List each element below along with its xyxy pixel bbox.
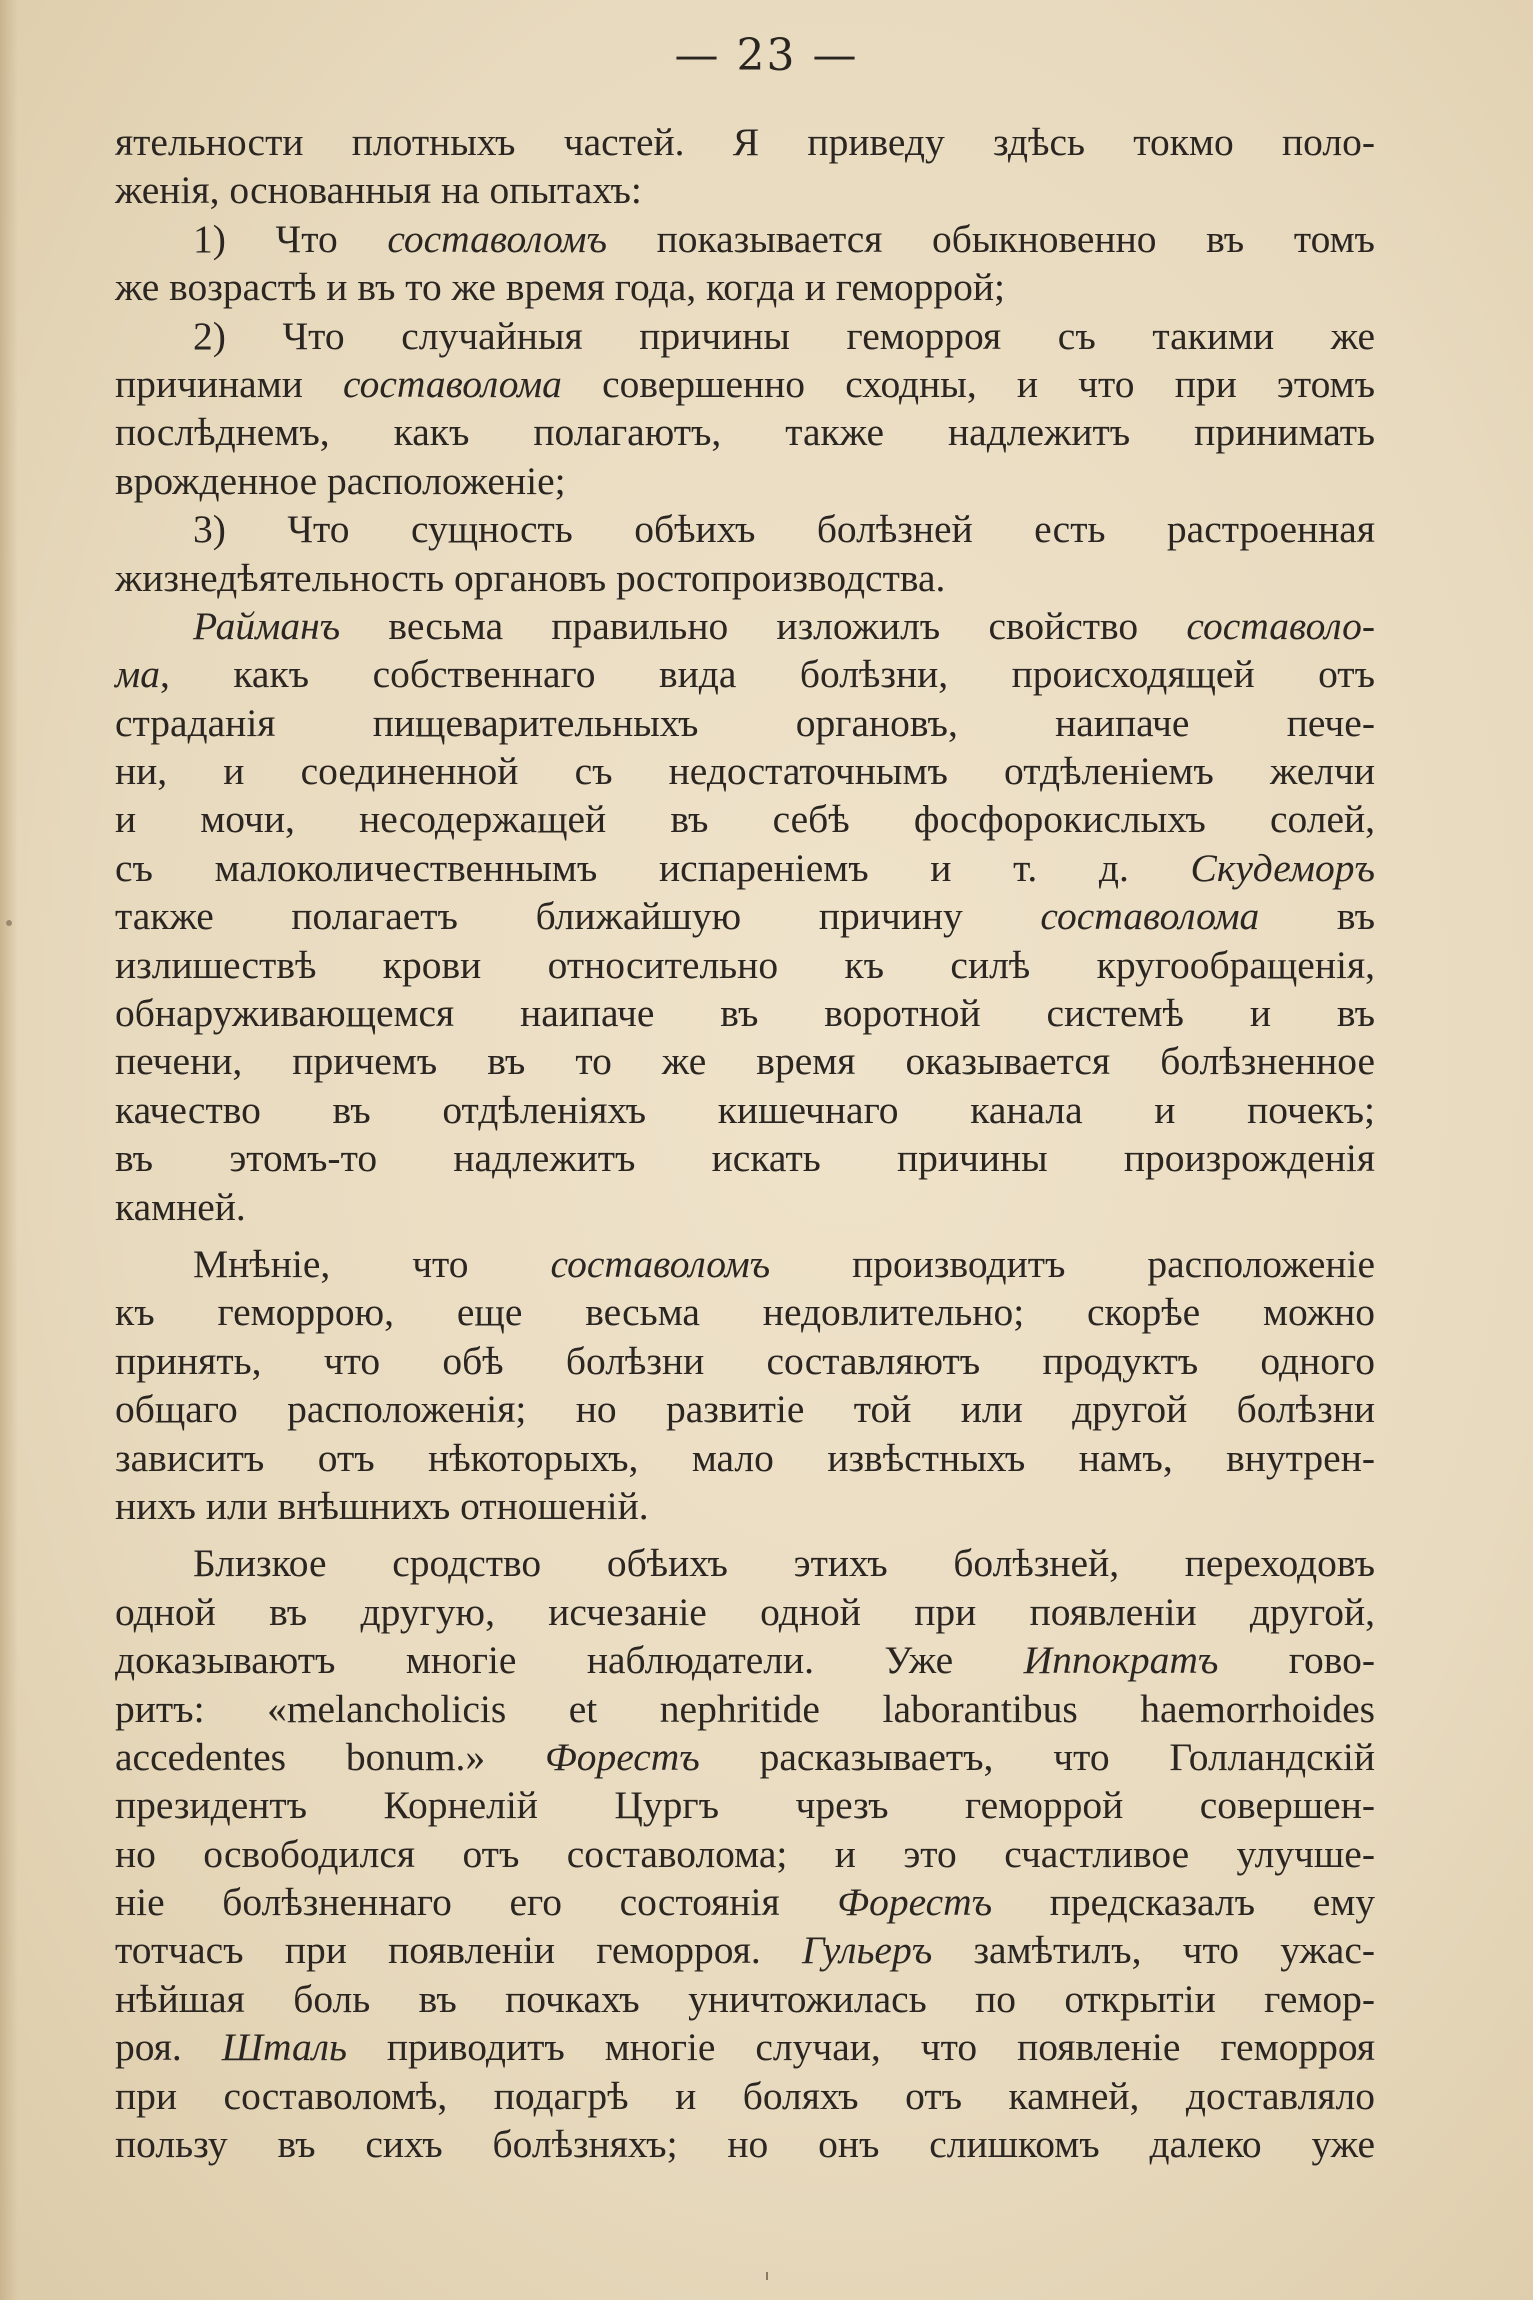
text-run: ятельности плотныхъ частей. Я приведу здѣсь токмо поло- bbox=[115, 120, 1375, 164]
body-text bbox=[115, 118, 1375, 2168]
text-run: излишествѣ крови относительно къ силѣ кругообращенія, bbox=[115, 942, 1375, 987]
text-line bbox=[115, 1482, 1375, 1530]
text-line bbox=[115, 1588, 1375, 1636]
text-run: ніе болѣзненнаго его состоянія bbox=[115, 1880, 838, 1925]
bottom-speck bbox=[766, 2272, 768, 2280]
text-run: камней. bbox=[115, 1184, 246, 1229]
text-run: зависитъ отъ нѣкоторыхъ, мало извѣстныхъ намъ, внутрен- bbox=[115, 1435, 1375, 1480]
text-run: Близкое сродство обѣихъ этихъ болѣзней, переходовъ bbox=[193, 1541, 1375, 1586]
text-run: причинами bbox=[115, 361, 344, 406]
italic-name: составолома bbox=[343, 361, 562, 406]
italic-name: Шталь bbox=[221, 2025, 347, 2070]
text-run: и мочи, несодержащей въ себѣ фосфорокислыхъ солей, bbox=[115, 797, 1375, 842]
text-line bbox=[115, 602, 1375, 650]
text-run: доказываютъ многіе наблюдатели. Уже bbox=[115, 1638, 1024, 1683]
text-run: пользу въ сихъ болѣзняхъ; но онъ слишкомъ далеко уже bbox=[115, 2122, 1375, 2167]
text-line bbox=[115, 1975, 1375, 2023]
italic-name: составоломъ bbox=[387, 216, 607, 261]
text-run: весьма правильно изложилъ свойство bbox=[340, 603, 1187, 648]
text-line bbox=[115, 554, 1375, 602]
text-run: обнаруживающемся наипаче въ воротной системѣ и въ bbox=[115, 991, 1375, 1036]
text-run: же возрастѣ и въ то же время года, когда и геморрой; bbox=[115, 265, 1006, 310]
text-run: Мнѣніе, что bbox=[193, 1241, 551, 1286]
text-line bbox=[115, 941, 1375, 989]
text-run: также полагаетъ ближайшую причину bbox=[115, 894, 1041, 939]
page-number: — 23 — bbox=[674, 30, 859, 81]
italic-name: Райманъ bbox=[193, 603, 341, 648]
text-line bbox=[115, 795, 1375, 843]
text-line bbox=[115, 505, 1375, 553]
italic-name: составоломъ bbox=[550, 1241, 771, 1286]
text-run: предсказалъ ему bbox=[992, 1880, 1375, 1925]
text-line bbox=[115, 408, 1375, 456]
text-line bbox=[115, 457, 1375, 505]
text-run: общаго расположенія; но развитіе той или другой болѣзни bbox=[115, 1387, 1375, 1432]
text-line bbox=[115, 215, 1375, 263]
text-run: расказываетъ, что Голландскій bbox=[699, 1734, 1375, 1779]
text-line bbox=[115, 166, 1375, 214]
text-run: съ малоколичественнымъ испареніемъ и т. д. bbox=[115, 845, 1191, 890]
text-run: ни, и соединенной съ недостаточнымъ отдѣленіемъ желчи bbox=[115, 749, 1375, 794]
text-run: 2) Что случайныя причины геморроя съ такими же bbox=[193, 313, 1375, 358]
italic-name: Гульеръ bbox=[801, 1928, 933, 1973]
text-run: ритъ: «melancholicis et nephritide laborantibus haemorrhoides bbox=[115, 1686, 1375, 1731]
text-line bbox=[115, 1337, 1375, 1385]
text-run: гово- bbox=[1218, 1638, 1375, 1683]
text-line bbox=[115, 1830, 1375, 1878]
text-line bbox=[115, 699, 1375, 747]
text-run: но освободился отъ составолома; и это счастливое улучше- bbox=[115, 1831, 1375, 1876]
text-run: accedentes bonum.» bbox=[115, 1734, 545, 1779]
italic-name: Скудеморъ bbox=[1190, 845, 1375, 890]
text-line bbox=[115, 747, 1375, 795]
italic-name: Иппократъ bbox=[1023, 1638, 1219, 1683]
text-run: печени, причемъ въ то же время оказывается болѣзненное bbox=[115, 1039, 1375, 1084]
page-edge-shadow bbox=[0, 0, 18, 2300]
text-run: приводитъ многіе случаи, что появленіе геморроя bbox=[346, 2025, 1375, 2070]
text-run: при составоломѣ, подагрѣ и боляхъ отъ камней, доставляло bbox=[115, 2073, 1375, 2118]
text-line bbox=[115, 2120, 1375, 2168]
text-run: нихъ или внѣшнихъ отношеній. bbox=[115, 1483, 649, 1528]
text-run: послѣднемъ, какъ полагаютъ, также надлежитъ принимать bbox=[115, 410, 1375, 455]
text-line bbox=[115, 1636, 1375, 1684]
text-line bbox=[115, 2023, 1375, 2071]
italic-name: Форестъ bbox=[837, 1880, 993, 1925]
text-line bbox=[115, 844, 1375, 892]
text-line bbox=[115, 1086, 1375, 1134]
text-line bbox=[115, 1781, 1375, 1829]
text-line bbox=[115, 360, 1375, 408]
italic-name: составоло- bbox=[1186, 603, 1375, 648]
text-line bbox=[115, 2072, 1375, 2120]
text-run: президентъ Корнелій Цургъ чрезъ геморрой совершен- bbox=[115, 1783, 1375, 1828]
text-run: нѣйшая боль въ почкахъ уничтожилась по открытіи гемор- bbox=[115, 1976, 1375, 2021]
text-run: роя. bbox=[115, 2025, 222, 2070]
text-run: производитъ расположеніе bbox=[770, 1241, 1375, 1286]
text-line bbox=[115, 1685, 1375, 1733]
text-line bbox=[115, 312, 1375, 360]
italic-name: составолома bbox=[1040, 894, 1260, 939]
text-run: принять, что обѣ болѣзни составляютъ продуктъ одного bbox=[115, 1338, 1375, 1383]
text-run: 1) Что bbox=[193, 216, 388, 261]
text-line bbox=[115, 263, 1375, 311]
text-run: жизнедѣятельность органовъ ростопроизводства. bbox=[115, 555, 946, 600]
text-run: тотчасъ при появленіи геморроя. bbox=[115, 1928, 802, 1973]
text-line bbox=[115, 989, 1375, 1037]
margin-speck bbox=[6, 920, 12, 926]
text-line bbox=[115, 1733, 1375, 1781]
text-run: врожденное расположеніе; bbox=[115, 458, 566, 503]
text-run: одной въ другую, исчезаніе одной при появленіи другой, bbox=[115, 1589, 1375, 1634]
text-run: замѣтилъ, что ужас- bbox=[932, 1928, 1376, 1973]
text-line bbox=[115, 1926, 1375, 1974]
text-line bbox=[115, 1288, 1375, 1336]
text-line bbox=[115, 1037, 1375, 1085]
text-line bbox=[115, 118, 1375, 166]
text-run: страданія пищеварительныхъ органовъ, наипаче пече- bbox=[115, 700, 1375, 745]
text-line bbox=[115, 1434, 1375, 1482]
text-run: женія, основанныя на опытахъ: bbox=[115, 168, 642, 213]
text-run: , какъ собственнаго вида болѣзни, происходящей отъ bbox=[159, 652, 1375, 697]
text-line bbox=[115, 1385, 1375, 1433]
italic-name: ма bbox=[115, 652, 160, 697]
text-line bbox=[115, 1183, 1375, 1231]
text-run: 3) Что сущность обѣихъ болѣзней есть растроенная bbox=[193, 507, 1375, 552]
text-line bbox=[115, 1878, 1375, 1926]
text-line bbox=[115, 892, 1375, 940]
text-line bbox=[115, 1539, 1375, 1587]
text-line bbox=[115, 1240, 1375, 1288]
text-run: совершенно сходны, и что при этомъ bbox=[561, 361, 1375, 406]
text-line bbox=[115, 1134, 1375, 1182]
italic-name: Форестъ bbox=[544, 1734, 700, 1779]
text-run: качество въ отдѣленіяхъ кишечнаго канала и почекъ; bbox=[115, 1087, 1375, 1132]
text-run: показывается обыкновенно въ томъ bbox=[606, 216, 1375, 261]
text-run: въ этомъ-то надлежитъ искать причины произрожденія bbox=[115, 1136, 1375, 1181]
text-run: въ bbox=[1259, 894, 1376, 939]
text-run: къ геморрою, еще весьма недовлительно; скорѣе можно bbox=[115, 1290, 1375, 1335]
text-line bbox=[115, 650, 1375, 698]
